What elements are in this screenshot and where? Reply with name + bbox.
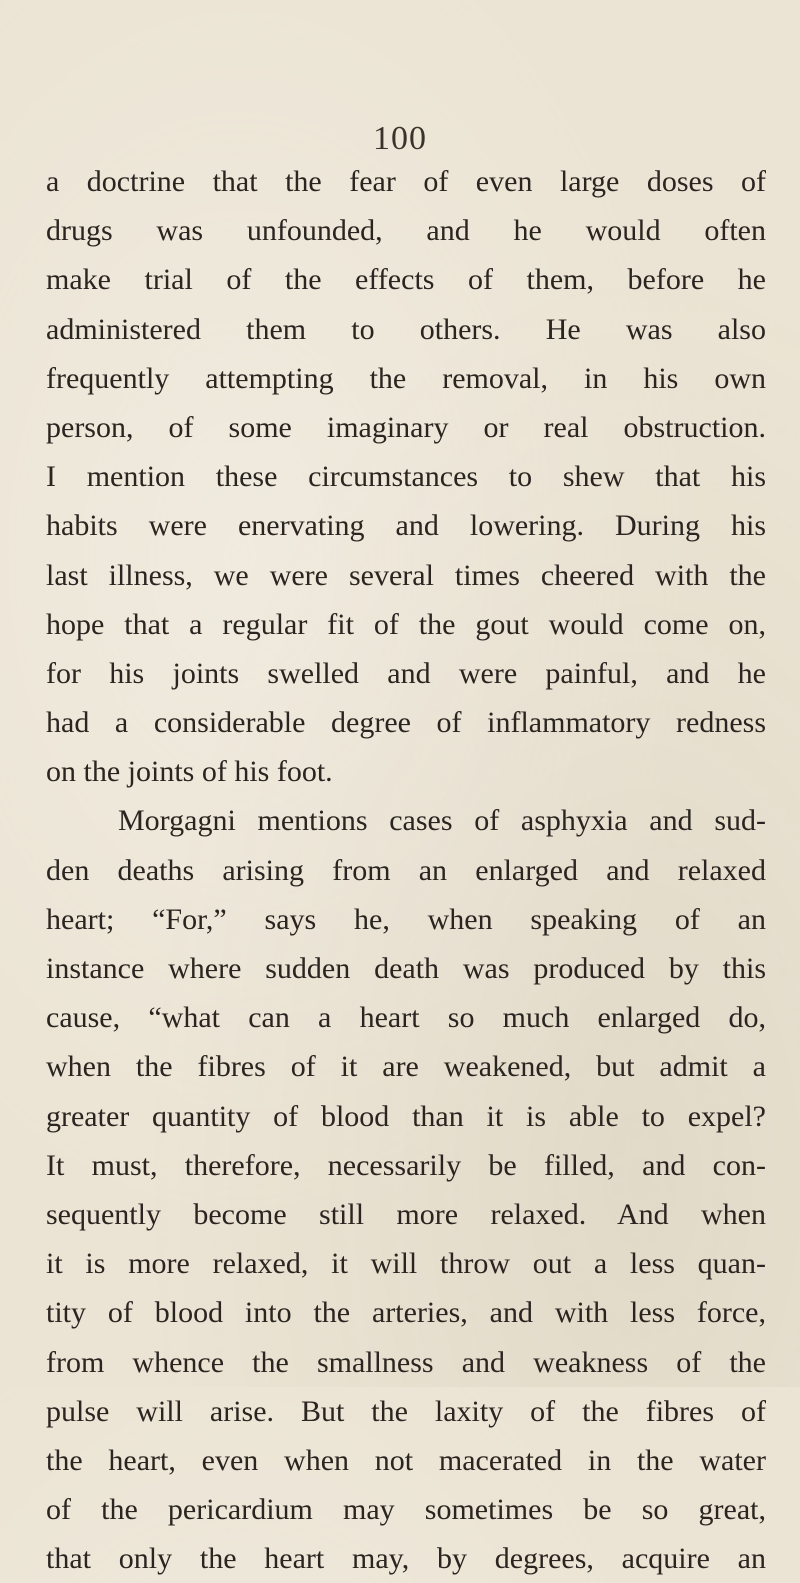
text-line: when the fibres of it are weakened, but admit a bbox=[46, 1050, 766, 1084]
text-line: the heart, even when not macerated in the water bbox=[46, 1443, 766, 1477]
text-line: make trial of the effects of them, before he bbox=[46, 263, 766, 297]
text-line: drugs was unfounded, and he would often bbox=[46, 214, 766, 248]
text-line: last illness, we were several times cheered with the bbox=[46, 558, 766, 592]
text-line: that only the heart may, by degrees, acquire an bbox=[46, 1542, 766, 1576]
text-line: of the pericardium may sometimes be so great, bbox=[46, 1493, 766, 1527]
text-line: pulse will arise. But the laxity of the fibres of bbox=[46, 1394, 766, 1428]
text-line: had a considerable degree of inflammatory redness bbox=[46, 706, 766, 740]
text-line: for his joints swelled and were painful, and he bbox=[46, 656, 766, 690]
body-text bbox=[46, 157, 766, 1583]
paragraph-end-line: on the joints of his foot. bbox=[46, 755, 333, 789]
text-line: frequently attempting the removal, in his own bbox=[46, 361, 766, 395]
text-line: den deaths arising from an enlarged and relaxed bbox=[46, 853, 766, 887]
text-line: tity of blood into the arteries, and with less force, bbox=[46, 1296, 766, 1330]
text-line: habits were enervating and lowering. During his bbox=[46, 509, 766, 543]
text-line: person, of some imaginary or real obstruction. bbox=[46, 410, 766, 444]
text-line: I mention these circumstances to shew that his bbox=[46, 460, 766, 494]
text-line: administered them to others. He was also bbox=[46, 312, 766, 346]
text-line: a doctrine that the fear of even large doses of bbox=[46, 165, 766, 198]
text-line: heart; “For,” says he, when speaking of an bbox=[46, 902, 766, 936]
text-line: cause, “what can a heart so much enlarged do, bbox=[46, 1001, 766, 1035]
text-line: It must, therefore, necessarily be filled, and con- bbox=[46, 1148, 766, 1182]
text-line: sequently become still more relaxed. And when bbox=[46, 1197, 766, 1231]
page-number: 100 bbox=[373, 120, 427, 157]
text-line: greater quantity of blood than it is able to expel? bbox=[46, 1099, 766, 1133]
text-line: it is more relaxed, it will throw out a less quan- bbox=[46, 1247, 766, 1281]
text-line: hope that a regular fit of the gout would come on, bbox=[46, 607, 766, 641]
paragraph-start-line: Morgagni mentions cases of asphyxia and sud- bbox=[118, 804, 766, 838]
text-line: instance where sudden death was produced by this bbox=[46, 952, 766, 985]
text-line: from whence the smallness and weakness of the bbox=[46, 1345, 766, 1379]
